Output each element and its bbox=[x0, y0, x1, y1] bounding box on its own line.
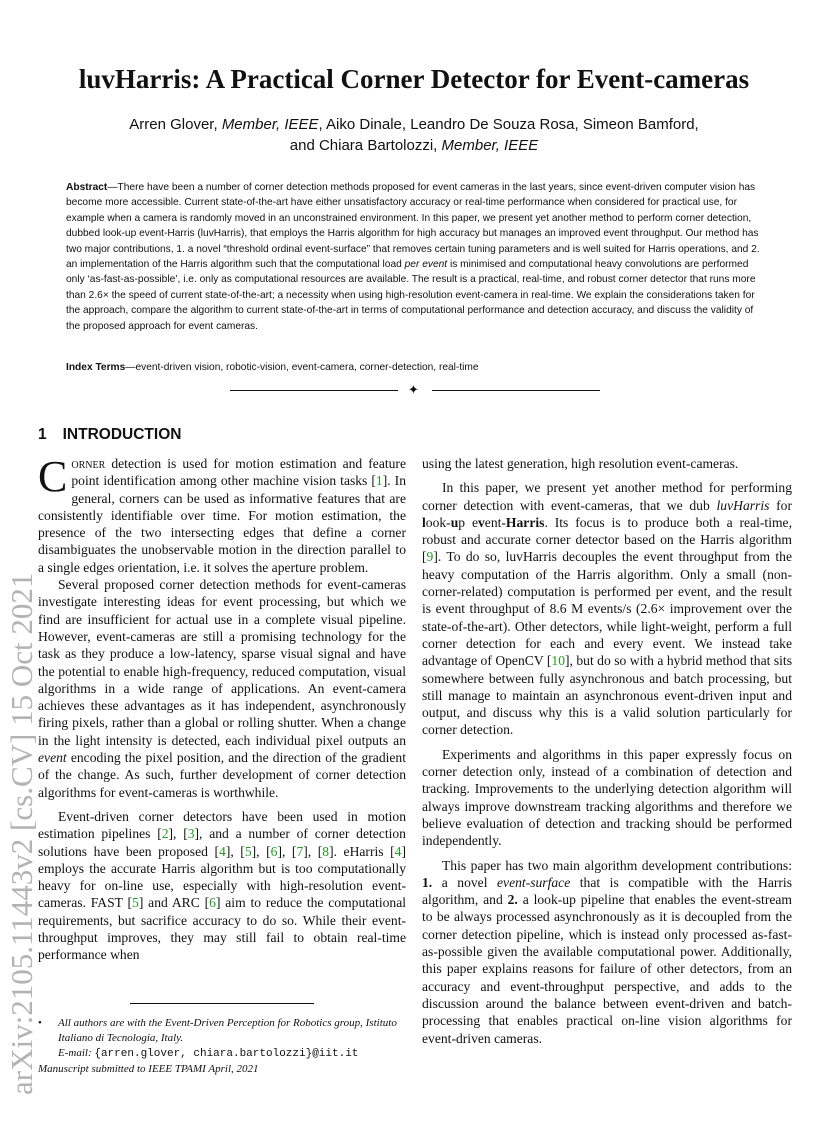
paragraph-text: that is compatible with the Harris algorithm, and bbox=[422, 874, 792, 908]
paragraph-text: detection is used for motion estimation and feature point identification among other machine vision tasks [ bbox=[71, 456, 406, 489]
paragraph-text: ], [ bbox=[225, 843, 245, 859]
section-number: 1 bbox=[38, 426, 47, 443]
divider-line-left bbox=[230, 390, 398, 391]
footnote-rule bbox=[130, 1003, 314, 1004]
citation-link[interactable]: 2 bbox=[161, 826, 169, 842]
bold-letter: v bbox=[477, 514, 485, 530]
left-column bbox=[38, 452, 407, 964]
footnote bbox=[38, 1016, 406, 1062]
footnote-email[interactable]: {arren.glover, chiara.bartolozzi}@iit.it bbox=[94, 1048, 359, 1060]
emphasis: event bbox=[38, 750, 67, 766]
index-terms-label: Index Terms bbox=[66, 362, 126, 373]
paragraph bbox=[422, 479, 792, 738]
author-text: Arren Glover, bbox=[129, 116, 222, 133]
paragraph-text: a novel bbox=[432, 874, 498, 890]
paragraph-text: ], [ bbox=[251, 843, 271, 859]
citation-link[interactable]: 1 bbox=[375, 473, 383, 489]
citation-link[interactable]: 6 bbox=[209, 895, 216, 911]
emphasis: luvHarris bbox=[716, 497, 770, 513]
bold-number: 2. bbox=[507, 892, 518, 908]
paragraph-text: . Its focus is to produce both a real-time, robust and accurate corner detector based on the Harris algorithm [ bbox=[422, 514, 792, 565]
right-column bbox=[422, 455, 792, 1047]
section-divider bbox=[230, 382, 600, 398]
bold-letter: l bbox=[422, 514, 426, 530]
index-terms bbox=[66, 362, 764, 373]
abstract-label: Abstract bbox=[66, 182, 108, 193]
paragraph-text: ], [ bbox=[303, 843, 323, 859]
citation-link[interactable]: 3 bbox=[187, 826, 195, 842]
paragraph bbox=[422, 857, 792, 1047]
paragraph bbox=[38, 808, 406, 964]
footnote-email-label: E-mail: bbox=[58, 1047, 95, 1059]
paragraph-text: ] and ARC [ bbox=[138, 895, 210, 911]
author-membership: Member, IEEE bbox=[441, 137, 539, 154]
citation-link[interactable]: 5 bbox=[132, 895, 139, 911]
abstract bbox=[66, 180, 764, 334]
citation-link[interactable]: 7 bbox=[296, 843, 304, 859]
arxiv-identifier-stamp: arXiv:2105.11443v2 [cs.CV] 15 Oct 2021 bbox=[4, 572, 39, 1095]
citation-link[interactable]: 6 bbox=[270, 843, 278, 859]
paragraph-text: ], and a number of corner detection solutions have been proposed [ bbox=[38, 826, 406, 859]
paragraph-text: ]. eHarris [ bbox=[329, 843, 395, 859]
citation-link[interactable]: 5 bbox=[244, 843, 252, 859]
divider-line-right bbox=[432, 390, 600, 391]
paragraph-text: ], but do so with a hybrid method that sits somewhere between fully asynchronous and batch processing, but still manage to maintain an asynchronous event-driven input and output, and discuss why this is a valid solution particularly for corner detection. bbox=[422, 653, 792, 738]
paragraph bbox=[38, 576, 406, 801]
citation-link[interactable]: 10 bbox=[551, 653, 565, 669]
paragraph-text: Several proposed corner detection methods for event-cameras investigate interesting ideas for event processing, but which we find are insufficient for actual use in a complete visual pipeline. However, event-cameras are still a promising technology for the task as they produce a low-latency, sparse visual signal and have the potential to enable high-frequency, reduced computation, visual algorithms in a wide range of applications. An event-camera achieves these advantages as it has independent, asynchronously firing pixels, rather than a global or rolling shutter. When a change in the light intensity is detected, each individual pixel outputs an bbox=[38, 577, 406, 748]
footnote-affiliation: All authors are with the Event-Driven Perception for Robotics group, Istituto Italiano di Tecnologia, Italy. bbox=[58, 1017, 397, 1044]
paragraph-text: ] employs the accurate Harris algorithm but is too computationally heavy for on-line use, especially with high-resolution event-cameras. FAST [ bbox=[38, 843, 406, 911]
emphasis: event-surface bbox=[497, 874, 571, 890]
author-text: and Chiara Bartolozzi, bbox=[289, 137, 442, 154]
smallcaps-word: orner bbox=[71, 456, 106, 471]
paragraph-text: ], [ bbox=[168, 826, 188, 842]
citation-link[interactable]: 4 bbox=[219, 843, 226, 859]
paragraph-text: ]. In general, corners can be used as informative features that are consistently identifiable over time. For motion estimation, the presence of the two intersecting edges that define a corner disambiguates the unobservable motion in the direction parallel to a single edges orientation, i.e. it solves the aperture problem. bbox=[38, 473, 406, 575]
bold-word: Harris bbox=[505, 514, 545, 530]
abstract-text: is minimised and computational heavy convolutions are performed only ‘as-fast-as-possible’, i.e. only as computational resources are available. The result is a practical, real-time, and robust corner detector that runs more than 2.6× the speed of current state-of-the-art; a necessity when using high-resolution event-camera in real-time. We explain the considerations taken for the approach, compare the algorithm to current state-of-the-art in terms of computational performance and detection accuracy, and discuss the validity of the proposed approach for event cameras. bbox=[66, 259, 756, 332]
bold-number: 1. bbox=[422, 874, 433, 890]
paragraph: Experiments and algorithms in this paper expressly focus on corner detection only, instead of a combination of detection and tracking. Improvements to the underlying detection algorithm will always improve downstream tracking algorithms and therefore we believe evaluation of detection and tracking should be performed independently. bbox=[422, 746, 792, 849]
paragraph-text: ook- bbox=[425, 514, 451, 530]
section-heading bbox=[38, 426, 181, 444]
citation-link[interactable]: 9 bbox=[426, 549, 434, 565]
bold-letter: u bbox=[450, 514, 459, 530]
paragraph: using the latest generation, high resolution event-cameras. bbox=[422, 456, 739, 471]
paragraph-text: encoding the pixel position, and the direction of the gradient of the change. As such, further development of corner detection algorithms for event-cameras is worthwhile. bbox=[38, 750, 406, 800]
index-terms-text: —event-driven vision, robotic-vision, event-camera, corner-detection, real-time bbox=[125, 362, 479, 373]
footnote-bullet: • bbox=[38, 1017, 42, 1029]
abstract-text: —There have been a number of corner detection methods proposed for event cameras in the last years, since event-driven computer vision has become more accessible. Current state-of-the-art have either unsatisfactory accuracy or real-time performance when considered for practical use, for example when a camera is randomly moved in an unconstrained environment. In this paper, we present yet another method to perform corner detection, dubbed look-up event-Harris (luvHarris), that employs the Harris algorithm for high accuracy but manages an improved event throughput. Our method has two major contributions, 1. a novel “threshold ordinal event-surface” that removes certain tuning parameters and is well suited for Harris operations, and 2. an implementation of the Harris algorithm such that the computational load bbox=[66, 182, 760, 271]
paragraph-text: ]. To do so, luvHarris decouples the event throughput from the heavy computation of the Harris algorithm. Only a small (non-corner-related) computation is performed per event, and the result is event throughput of 8.6 M events/s (2.6× improvement over the state-of-the-art). Other detectors, while light-weight, perform a full corner detection for each and every event. We instead take advantage of OpenCV [ bbox=[422, 549, 792, 669]
author-text: , Aiko Dinale, Leandro De Souza Rosa, Simeon Bamford, bbox=[318, 116, 699, 133]
footnote-body bbox=[58, 1016, 406, 1062]
drop-cap: C bbox=[38, 452, 68, 501]
paragraph-text: This paper has two main algorithm development contributions: bbox=[442, 857, 792, 873]
paragraph-text: for bbox=[769, 497, 792, 513]
author-membership: Member, IEEE bbox=[221, 116, 319, 133]
paragraph-text: p e bbox=[458, 514, 478, 530]
divider-star-icon: ✦ bbox=[408, 382, 419, 397]
paragraph-text: ] aim to reduce the computational requirements, but sacrifice accuracy to do so. While their event-throughput improves, they may still fail to obtain real-time performance when bbox=[38, 895, 407, 963]
paragraph-text: a look-up pipeline that enables the event-stream to be always processed asynchronously as it is decoupled from the corner detection pipeline, which is instead only processed as-fast-as-possible given the available computational power. Additionally, this paper explains reasons for failure of other detectors, from an accuracy and event-throughput perspective, and adds to the discussion around the balance between event-driven and batch-processing that enables practical on-line vision algorithms for event-driven cameras. bbox=[422, 892, 792, 1046]
paragraph-text: ent- bbox=[484, 514, 506, 530]
section-title: INTRODUCTION bbox=[62, 426, 182, 443]
paragraph-text: ], [ bbox=[277, 843, 297, 859]
paper-title: luvHarris: A Practical Corner Detector for Event-cameras bbox=[78, 64, 750, 94]
citation-link[interactable]: 8 bbox=[322, 843, 330, 859]
paragraph-text: Event-driven corner detectors have been used in motion estimation pipelines [ bbox=[38, 808, 406, 842]
author-list bbox=[110, 114, 718, 156]
paragraph-text: In this paper, we present yet another method for performing corner detection with event-cameras, that we dub bbox=[422, 480, 792, 513]
abstract-emphasis: per event bbox=[404, 259, 448, 271]
manuscript-note: Manuscript submitted to IEEE TPAMI April, 2021 bbox=[38, 1063, 259, 1075]
paragraph bbox=[38, 452, 406, 576]
citation-link[interactable]: 4 bbox=[394, 843, 402, 859]
